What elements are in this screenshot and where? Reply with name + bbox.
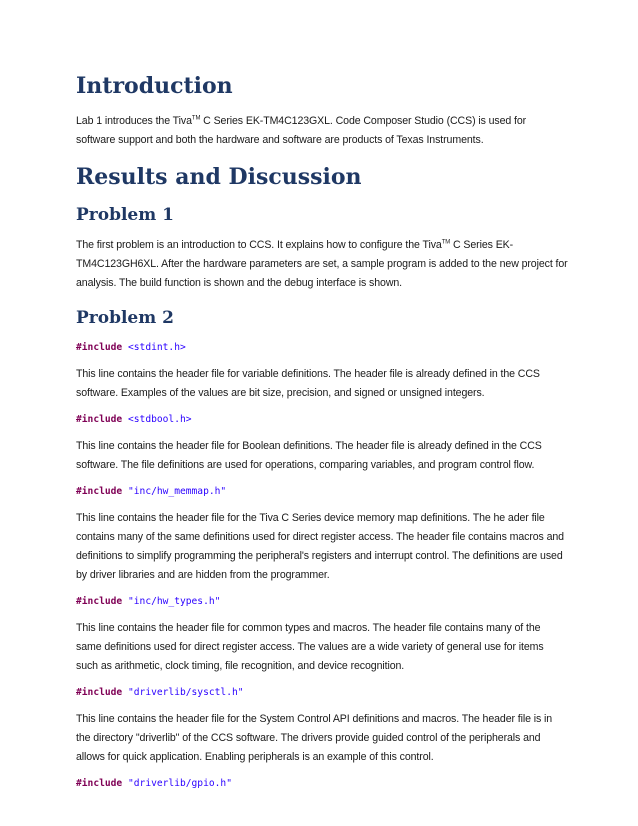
code-include-line: #include <stdint.h> bbox=[76, 342, 186, 353]
include-explanation: This line contains the header file for Boolean definitions. The header file is already defined in the CCS software. The file definitions are used for operations, comparing variables, and program control flow. bbox=[76, 440, 542, 471]
trademark-superscript: TM bbox=[191, 115, 201, 122]
include-explanation: This line contains the header file for common types and macros. The header file contains many of the same definitions used for direct register access. The values are a wide variety of general use for items such as arithmetic, clock timing, file recognition, and device recognition. bbox=[76, 622, 544, 672]
include-explanation: This line contains the header file for the Tiva C Series device memory map definitions. The he ader file contains many of the same definitions used for direct register access. The header file contains macros and definitions to simplify programming the peripheral's registers and interrupt control. The definitions are used by driver libraries and are hidden from the programmer. bbox=[76, 512, 564, 581]
code-include-line: #include "driverlib/gpio.h" bbox=[76, 778, 232, 789]
trademark-superscript: TM bbox=[441, 239, 451, 246]
problem-2-heading: Problem 2 bbox=[76, 308, 174, 328]
include-explanation: This line contains the header file for the System Control API definitions and macros. The header file is in the directory "driverlib" of the CCS software. The drivers provide guided control of the peripherals and allows for quick application. Enabling peripherals is an example of this control. bbox=[76, 713, 553, 763]
problem-1-heading: Problem 1 bbox=[76, 205, 174, 225]
code-include-line: #include "inc/hw_memmap.h" bbox=[76, 486, 227, 497]
problem-1-paragraph: The first problem is an introduction to CCS. It explains how to configure the Tiva™ C Series EK-TM4C123GH6XL. After the hardware parameters are set, a sample program is added to the new project for analysis. The build function is shown and the debug interface is shown. bbox=[76, 239, 568, 289]
introduction-heading: Introduction bbox=[76, 73, 233, 99]
results-discussion-heading: Results and Discussion bbox=[76, 164, 362, 190]
code-include-line: #include <stdbool.h> bbox=[76, 414, 192, 425]
code-include-line: #include "inc/hw_types.h" bbox=[76, 596, 221, 607]
introduction-paragraph: Lab 1 introduces the Tiva™ C Series EK-TM4C123GXL. Code Composer Studio (CCS) is used for software support and both the hardware and software are products of Texas Instruments. bbox=[76, 115, 527, 146]
include-explanation: This line contains the header file for variable definitions. The header file is already defined in the CCS software. Examples of the values are bit size, precision, and signed or unsigned integers. bbox=[76, 368, 540, 399]
code-include-line: #include "driverlib/sysctl.h" bbox=[76, 687, 244, 698]
